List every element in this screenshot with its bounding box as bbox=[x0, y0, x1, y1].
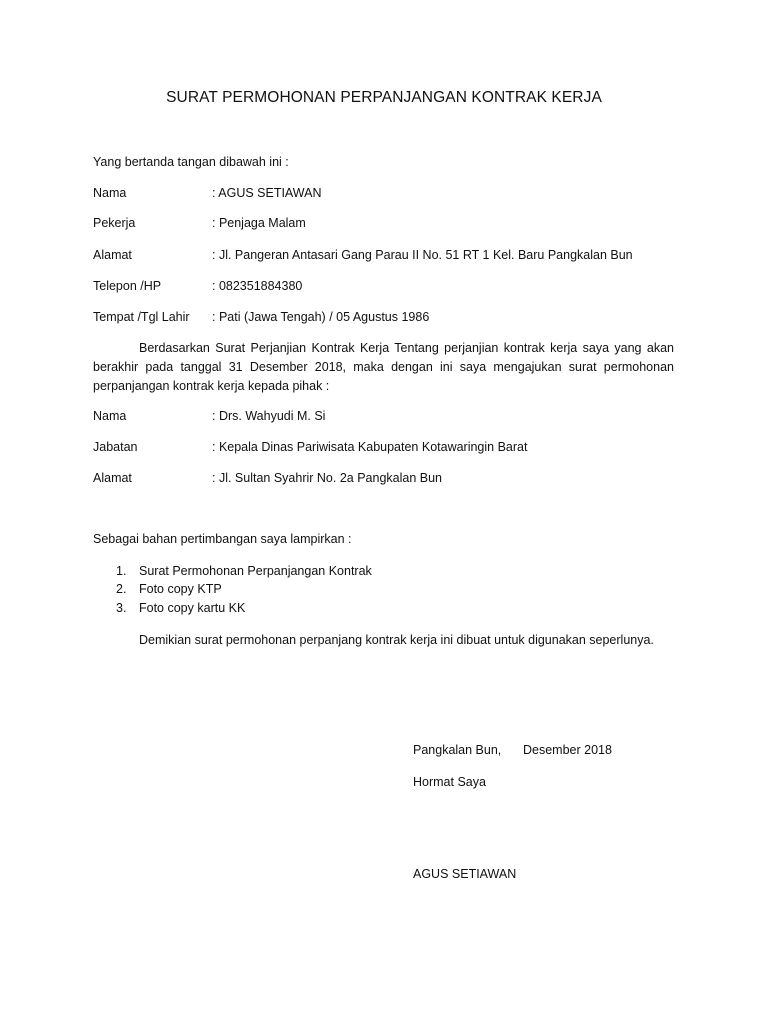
applicant-phone-label: Telepon /HP bbox=[93, 279, 162, 293]
letter-title: SURAT PERMOHONAN PERPANJANGAN KONTRAK KERJA bbox=[166, 89, 602, 106]
list-item-number: 2. bbox=[116, 582, 127, 596]
applicant-birth-value: : Pati (Jawa Tengah) / 05 Agustus 1986 bbox=[212, 310, 430, 324]
applicant-job-label: Pekerja bbox=[93, 216, 136, 230]
recipient-position-label: Jabatan bbox=[93, 440, 138, 454]
applicant-job-value: : Penjaga Malam bbox=[212, 216, 306, 230]
recipient-name-value: : Drs. Wahyudi M. Si bbox=[212, 409, 326, 423]
applicant-address-label: Alamat bbox=[93, 248, 132, 262]
applicant-name-value: : AGUS SETIAWAN bbox=[212, 186, 322, 200]
closing-paragraph bbox=[93, 631, 674, 650]
closing-paragraph-text: Demikian surat permohonan perpanjang kontrak kerja ini dibuat untuk digunakan seperlunya. bbox=[139, 633, 654, 647]
signature-greeting: Hormat Saya bbox=[413, 775, 486, 789]
body-paragraph-text: Berdasarkan Surat Perjanjian Kontrak Kerja Tentang perjanjian kontrak kerja saya yang akan berakhir pada tanggal 31 Desember 2018, maka dengan ini saya mengajukan surat permohonan perpanjangan kontrak kerja kepada pihak : bbox=[93, 341, 674, 393]
signature-date: Desember 2018 bbox=[523, 743, 612, 757]
recipient-name-label: Nama bbox=[93, 409, 127, 423]
attachments-intro: Sebagai bahan pertimbangan saya lampirkan : bbox=[93, 532, 352, 546]
applicant-address-value: : Jl. Pangeran Antasari Gang Parau II No. 51 RT 1 Kel. Baru Pangkalan Bun bbox=[212, 248, 633, 262]
list-item: Foto copy kartu KK bbox=[139, 601, 246, 615]
signature-place: Pangkalan Bun, bbox=[413, 743, 502, 757]
intro-text: Yang bertanda tangan dibawah ini : bbox=[93, 155, 289, 169]
body-paragraph bbox=[93, 339, 674, 396]
applicant-phone-value: : 082351884380 bbox=[212, 279, 303, 293]
signature-name: AGUS SETIAWAN bbox=[413, 867, 517, 881]
list-item-number: 1. bbox=[116, 564, 127, 578]
applicant-birth-label: Tempat /Tgl Lahir bbox=[93, 310, 190, 324]
list-item: Surat Permohonan Perpanjangan Kontrak bbox=[139, 564, 372, 578]
recipient-address-value: : Jl. Sultan Syahrir No. 2a Pangkalan Bun bbox=[212, 471, 442, 485]
applicant-name-label: Nama bbox=[93, 186, 127, 200]
recipient-address-label: Alamat bbox=[93, 471, 132, 485]
list-item: Foto copy KTP bbox=[139, 582, 222, 596]
recipient-position-value: : Kepala Dinas Pariwisata Kabupaten Kotawaringin Barat bbox=[212, 440, 528, 454]
list-item-number: 3. bbox=[116, 601, 127, 615]
